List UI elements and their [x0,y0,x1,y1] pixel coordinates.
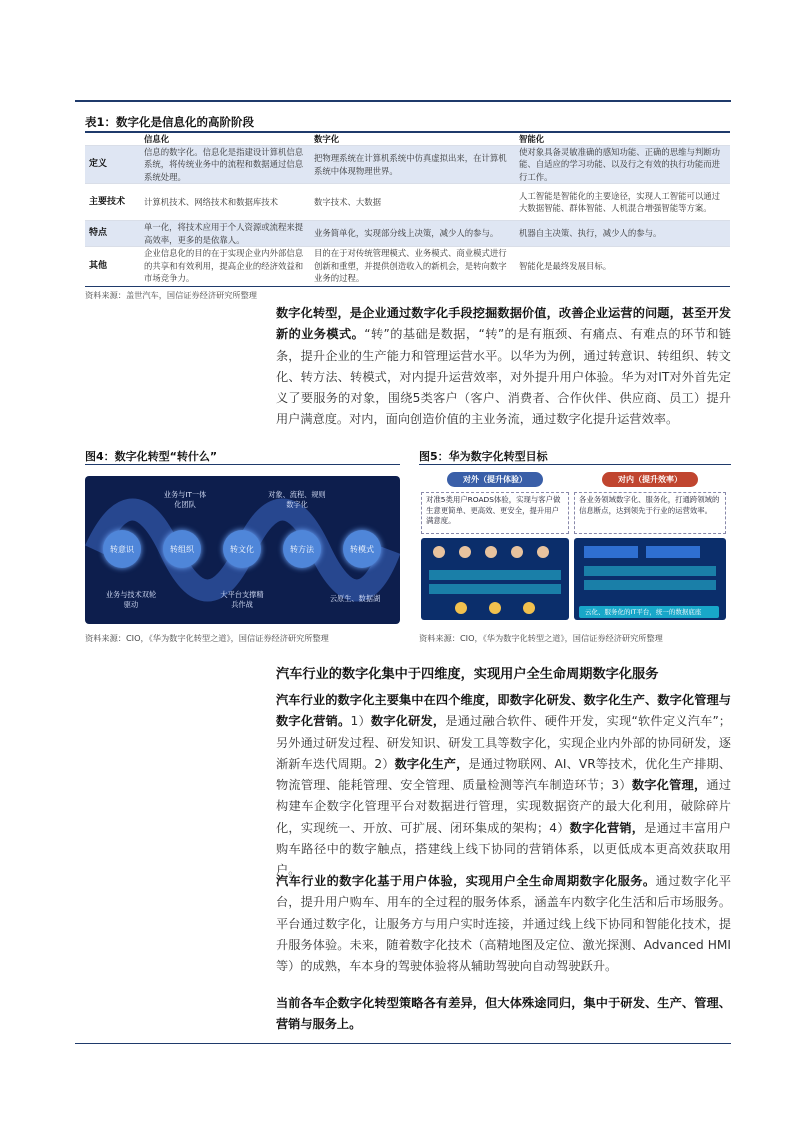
section-paragraph-1 [276,690,731,882]
p1-s3: 通过构建车企数字化管理平台对数据进行管理，实现数据资产的最大化利用，破除碎片化，实现统一、开放、可扩展、闭环集成的架构； [276,778,732,835]
table-cell: 把物理系统在计算机系统中仿真虚拟出来，在计算机系统中体现物理世界。 [314,153,507,176]
fig5-diagram [419,466,731,624]
footer-rule [75,1043,731,1044]
p1-s1-bold: 数字化研发， [370,714,446,729]
p1-s2: 是通过物联网、AI、VR等技术，优化生产排期、物流管理、能耗管理、安全管理、质量检测等汽车制造环节； [276,756,731,793]
table-cell: 企业信息化的目的在于实现企业内外部信息的共享和有效利用，提高企业的经济效益和市场竞争力。 [144,248,304,284]
label-platform: 大平台支撑精兵作战 [220,590,264,609]
table-header-cell: 信息化 [144,133,170,144]
table-row [85,221,730,247]
label-objects: 对象、流程、规则数字化 [268,490,326,509]
table-cell: 信息的数字化。信息化是指建设计算机信息系统，将传统业务中的流程和数据通过信息系统处理。 [144,146,304,182]
chip-culture: 转文化 [223,530,261,568]
fig5-source: 资料来源：CIO，《华为数字化转型之道》，国信证券经济研究所整理 [419,633,663,643]
p1-s2-num: 2） [374,756,395,771]
p1-s1: 是通过融合软件、硬件开发，实现“软件定义汽车”；另外通过研发过程、研发知识、研发工具等数字化，实现企业内外部的协同研发，逐渐新车迭代周期。 [276,714,731,771]
label-team: 业务与IT一体化团队 [163,490,207,509]
intro-text: “转”的基础是数据，“转”的是有瓶颈、有痛点、有难点的环节和链条，提升企业的生产能力和管理运营水平。以华为为例，通过转意识、转组织、转文化、转方法、转模式，对内提升运营效率，对外提升用户体验。华为对IT对外首先定义了要服务的对象，围绕5类客户（客户、消费者、合作伙伴、供应商、员工）提升用户满意度。对内，面向创造价值的主业务流，通过数字化提升运营效率。 [276,327,731,427]
p1-s4-bold: 数字化营销， [569,820,645,835]
table-cell: 机器自主决策、执行，减少人的参与。 [519,228,662,239]
label-dual-drive: 业务与技术双轮驱动 [105,590,157,609]
p1-s3-num: 3） [611,778,632,793]
platform-bar-label: 云化、服务化的IT平台，统一的数据底座 [585,608,702,616]
p1-s1-num: 1） [350,714,371,729]
table-cell: 业务简单化，实现部分线上决策，减少人的参与。 [314,228,499,239]
section-paragraph-2 [276,871,731,977]
header-rule [75,100,731,102]
table-cell: 数字技术、大数据 [314,196,381,207]
table-source: 资料来源：盖世汽车，国信证券经济研究所整理 [85,290,257,300]
note-external: 对准5类用户ROADS体验，实现与客户做生意更简单、更高效、更安全，提升用户满意度。 [421,492,569,534]
table-cell: 使对象具备灵敏准确的感知功能、正确的思维与判断功能、自适应的学习功能、以及行之有效的执行功能而进行工作。 [519,146,720,182]
intro-bold: 数字化转型，是企业通过数字化手段挖掘数据价值，改善企业运营的问题，甚至开发新的业务模式。 [276,306,731,342]
fig5-title: 图5：华为数字化转型目标 [419,450,548,463]
section-heading: 汽车行业的数字化集中于四维度，实现用户全生命周期数字化服务 [276,667,659,682]
table-cell: 单一化，将技术应用于个人资源或流程来提高效率，更多的是依靠人。 [144,222,304,245]
row-label: 特点 [89,228,108,239]
p2-lead: 汽车行业的数字化基于用户体验，实现用户全生命周期数字化服务。 [276,874,656,888]
chip-mindset: 转意识 [103,530,141,568]
comparison-table [85,133,730,285]
panel-external [421,538,569,620]
row-label: 定义 [89,159,108,170]
table-header-row [85,133,730,146]
panel-external-graphic [421,538,569,620]
row-label: 其他 [89,260,108,271]
intro-paragraph [276,303,731,431]
table-row [85,146,730,184]
p1-lead: 汽车行业的数字化主要集中在四个维度，即数字化研发、数字化生产、数字化管理与数字化营销。 [276,693,731,729]
fig4-diagram [85,476,400,624]
p1-s4-num: 4） [549,820,570,835]
p2-text: 通过数字化平台，提升用户购车、用车的全过程的服务体系，涵盖车内数字化生活和后市场服务。平台通过数字化，让服务方与用户实时连接，并通过线上线下协同和智能化技术，提升服务体验。未来，随着数字化技术（高精地图及定位、激光探测、Advanced HMI等）的成熟，车本身的驾驶体验将从辅助驾驶向自动驾驶跃升。 [276,874,732,974]
table-bottom-rule [85,286,730,287]
fig4-title-rule [85,464,400,465]
p1-s4: 是通过丰富用户购车路径中的数字触点，搭建线上线下协同的营销体系，以更低成本更高效获取用户。 [276,820,732,878]
p1-s2-bold: 数字化生产， [394,756,469,771]
table-header-cell: 智能化 [519,133,545,144]
table-row [85,247,730,285]
chip-organization: 转组织 [163,530,201,568]
table-cell: 智能化是最终发展目标。 [519,260,612,271]
table-header-cell: 数字化 [314,133,340,144]
section-paragraph-3 [276,993,731,1036]
table-title: 表1：数字化是信息化的高阶阶段 [85,115,254,129]
chip-model: 转模式 [343,530,381,568]
fig4-source: 资料来源：CIO，《华为数字化转型之道》，国信证券经济研究所整理 [85,633,329,643]
pill-internal: 对内（提升效率） [602,472,698,487]
p3-lead: 当前各车企数字化转型策略各有差异，但大体殊途同归，集中于研发、生产、管理、营销与服务上。 [276,996,731,1032]
table-cell: 计算机技术、网络技术和数据库技术 [144,196,278,207]
label-cloud: 云原生、数据湖 [329,594,381,603]
p1-s3-bold: 数字化管理， [631,778,707,793]
fig5-title-rule [419,464,731,465]
fig4-title: 图4：数字化转型“转什么” [85,450,218,463]
chip-method: 转方法 [283,530,321,568]
table-cell: 人工智能是智能化的主要途径，实现人工智能可以通过大数据智能、群体智能、人机混合增强智能等方案。 [519,190,720,213]
table-row [85,184,730,221]
pill-external: 对外（提升体验） [447,472,543,487]
note-internal: 各业务领域数字化、服务化，打通跨领域的信息断点，达到领先于行业的运营效率。 [574,492,726,534]
table-cell: 目的在于对传统管理模式、业务模式、商业模式进行创新和重塑，并提供创造收入的新机会，是转向数字业务的过程。 [314,248,507,284]
row-label: 主要技术 [89,196,126,207]
